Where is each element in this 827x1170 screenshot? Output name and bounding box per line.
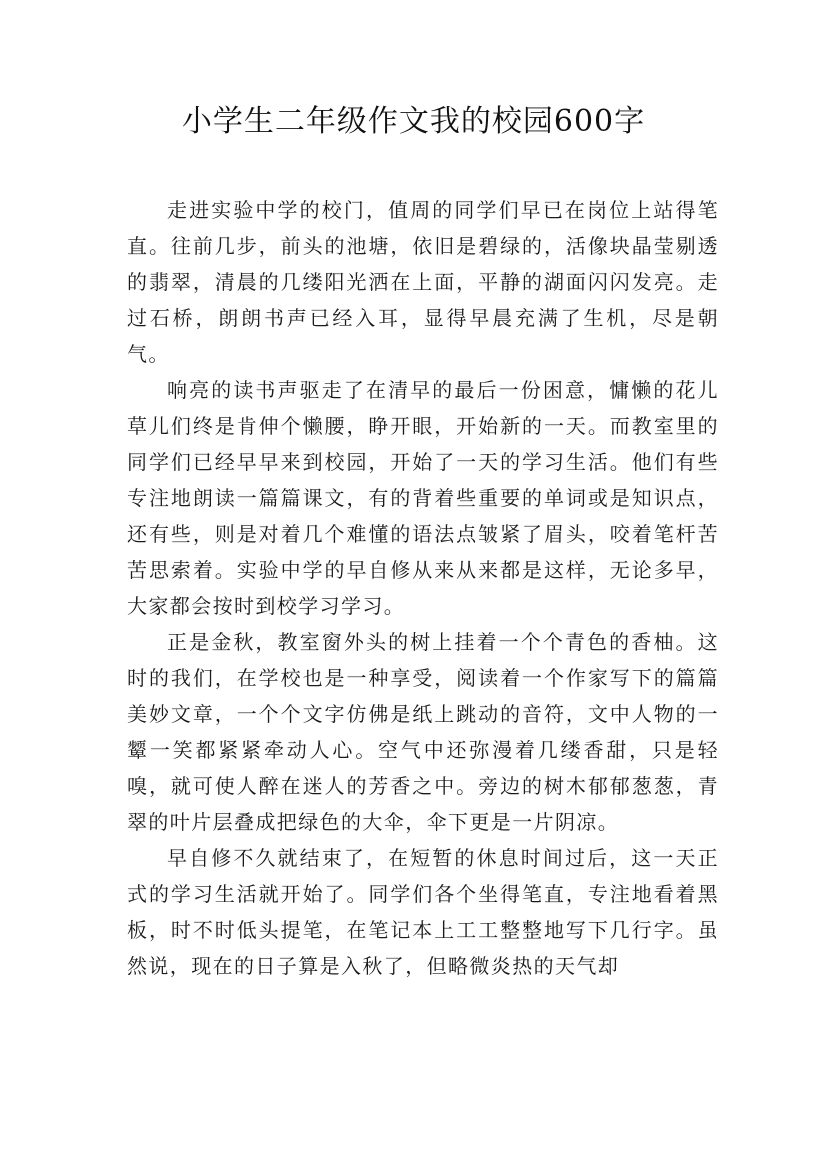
- paragraph-2: 响亮的读书声驱走了在清早的最后一份困意，慵懒的花儿草儿们终是肯伸个懒腰，睁开眼，开始新的一天。而教室里的同学们已经早早来到校园，开始了一天的学习生活。他们有些专注地朗读一篇篇课文，有的背着些重要的单词或是知识点，还有些，则是对着几个难懂的语法点皱紧了眉头，咬着笔杆苦苦思索着。实验中学的早自修从来从来都是这样，无论多早，大家都会按时到校学习学习。: [127, 378, 719, 618]
- document-title: 小学生二年级作文我的校园600字: [181, 104, 646, 139]
- paragraph-1: 走进实验中学的校门，值周的同学们早已在岗位上站得笔直。往前几步，前头的池塘，依旧是碧绿的，活像块晶莹剔透的翡翠，清晨的几缕阳光洒在上面，平静的湖面闪闪发亮。走过石桥，朗朗书声已经入耳，显得早晨充满了生机，尽是朝气。: [127, 198, 719, 366]
- document-body: [127, 192, 719, 984]
- paragraph-3: 正是金秋，教室窗外头的树上挂着一个个青色的香柚。这时的我们，在学校也是一种享受，阅读着一个作家写下的篇篇美妙文章，一个个文字仿佛是纸上跳动的音符，文中人物的一颦一笑都紧紧牵动人心。空气中还弥漫着几缕香甜，只是轻嗅，就可使人醉在迷人的芳香之中。旁边的树木郁郁葱葱，青翠的叶片层叠成把绿色的大伞，伞下更是一片阴凉。: [127, 630, 719, 834]
- paragraph-4: 早自修不久就结束了，在短暂的休息时间过后，这一天正式的学习生活就开始了。同学们各个坐得笔直，专注地看着黑板，时不时低头提笔，在笔记本上工工整整地写下几行字。虽然说，现在的日子算是入秋了，但略微炎热的天气却: [127, 846, 719, 978]
